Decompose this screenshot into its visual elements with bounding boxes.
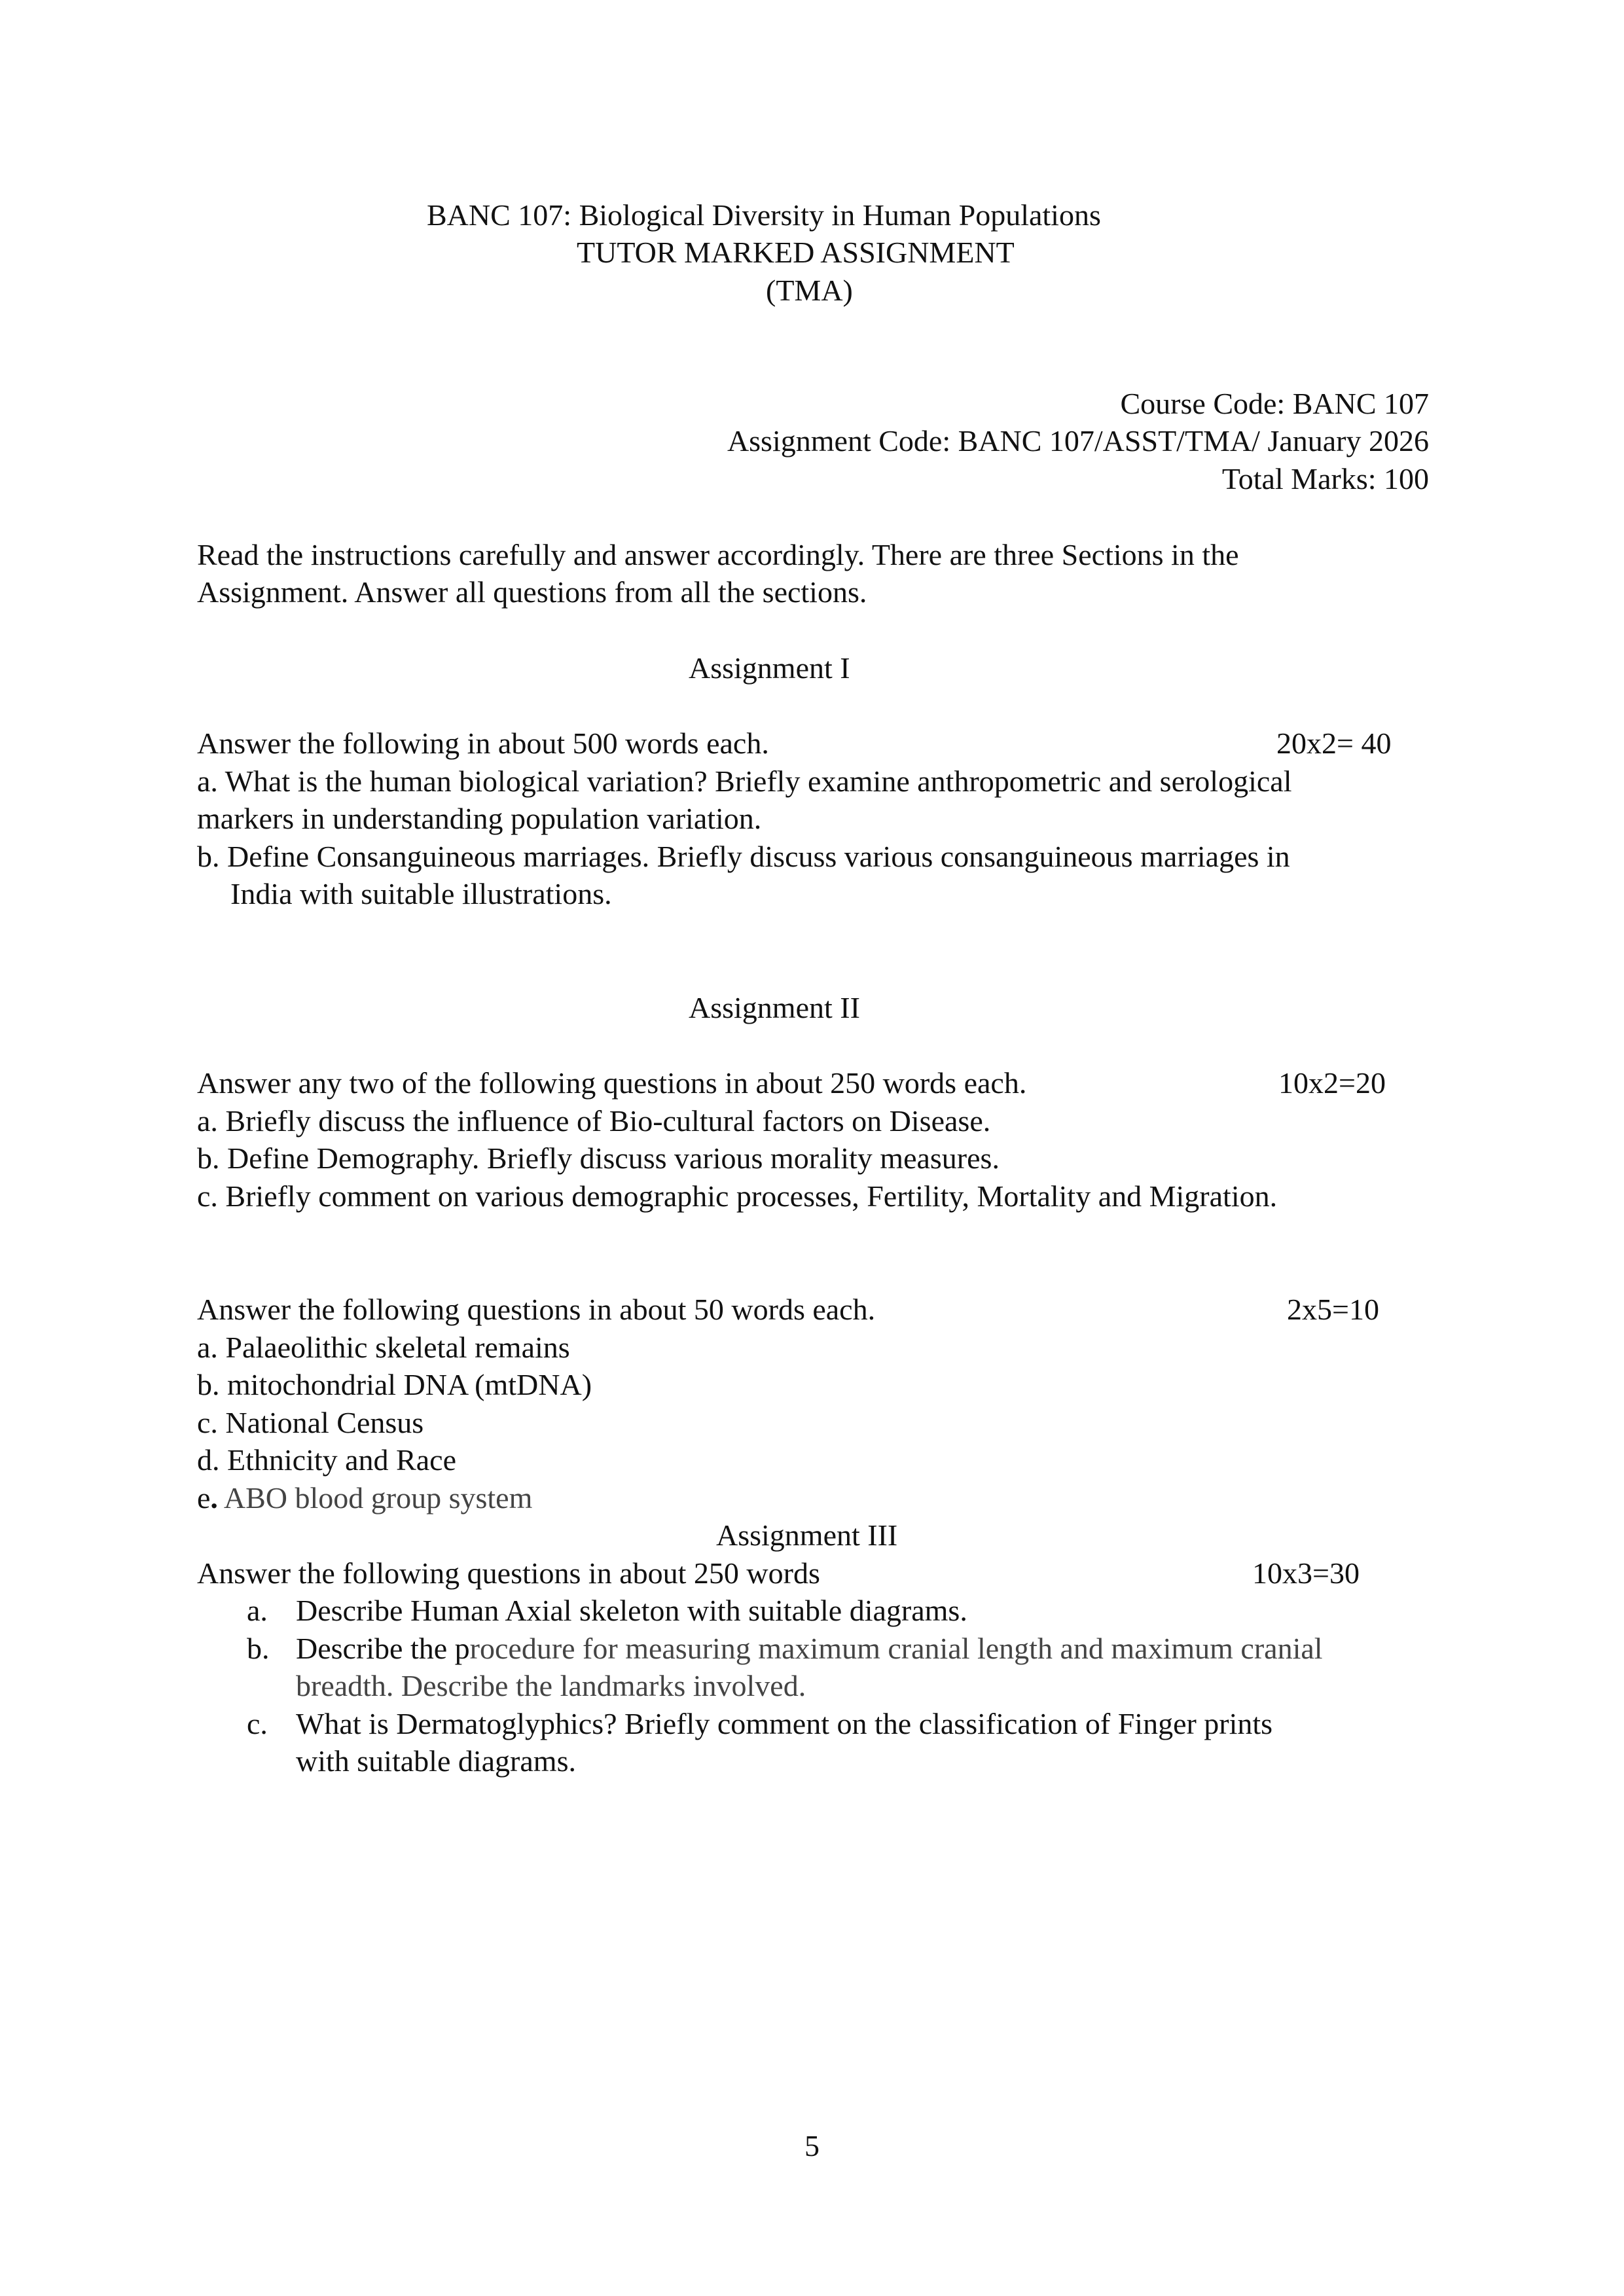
assignment-2-question-c: c. Briefly comment on various demographic processes, Fertility, Mortality and Migration. xyxy=(197,1179,1278,1213)
assignment-3-question-b-line-1-start: Describe the p xyxy=(296,1632,470,1665)
page-title: BANC 107: Biological Diversity in Human Populations xyxy=(427,198,1101,232)
short-answer-marks: 2x5=10 xyxy=(1287,1293,1379,1326)
short-answer-d: d. Ethnicity and Race xyxy=(197,1443,456,1477)
assignment-3-question-b-line-2: breadth. Describe the landmarks involved. xyxy=(296,1669,806,1702)
assignment-3-question-c-line-2: with suitable diagrams. xyxy=(296,1744,576,1778)
assignment-3-question-b-letter: b. xyxy=(247,1632,270,1665)
short-answer-e-letter: e xyxy=(197,1481,211,1515)
assignment-3-question-a-letter: a. xyxy=(247,1594,268,1627)
page-abbr: (TMA) xyxy=(766,274,853,307)
assignment-code: Assignment Code: BANC 107/ASST/TMA/ January 2026 xyxy=(727,424,1429,457)
assignment-1-question-b-line-2: India with suitable illustrations. xyxy=(230,877,612,910)
assignment-2-heading: Assignment II xyxy=(689,991,860,1024)
short-answer-prompt: Answer the following questions in about 50 words each. xyxy=(197,1293,876,1326)
instructions-line-2: Assignment. Answer all questions from all the sections. xyxy=(197,575,867,609)
assignment-3-question-c-letter: c. xyxy=(247,1707,268,1740)
assignment-1-heading: Assignment I xyxy=(689,651,850,685)
instructions-line-1: Read the instructions carefully and answer accordingly. There are three Sections in the xyxy=(197,538,1239,571)
page-number: 5 xyxy=(804,2129,820,2162)
assignment-3-question-c-line-1: What is Dermatoglyphics? Briefly comment on the classification of Finger prints xyxy=(296,1707,1273,1740)
assignment-2-question-a: a. Briefly discuss the influence of Bio-cultural factors on Disease. xyxy=(197,1104,991,1138)
short-answer-a: a. Palaeolithic skeletal remains xyxy=(197,1331,570,1364)
short-answer-c: c. National Census xyxy=(197,1406,424,1439)
assignment-3-heading: Assignment III xyxy=(716,1518,898,1552)
assignment-2-marks: 10x2=20 xyxy=(1278,1066,1386,1100)
total-marks: Total Marks: 100 xyxy=(1221,462,1429,495)
short-answer-e-text: ABO blood group system xyxy=(217,1481,533,1515)
assignment-3-marks: 10x3=30 xyxy=(1252,1556,1360,1590)
assignment-3-question-b-line-1 xyxy=(296,1630,1323,1667)
assignment-3-prompt: Answer the following questions in about 250 words xyxy=(197,1556,820,1590)
assignment-1-marks: 20x2= 40 xyxy=(1276,726,1392,760)
assignment-2-prompt: Answer any two of the following questions in about 250 words each. xyxy=(197,1066,1027,1100)
short-answer-e xyxy=(197,1479,532,1516)
assignment-1-question-a-line-2: markers in understanding population variation. xyxy=(197,802,762,835)
short-answer-b: b. mitochondrial DNA (mtDNA) xyxy=(197,1368,592,1401)
course-code: Course Code: BANC 107 xyxy=(1120,387,1429,420)
short-answer-e-dot: . xyxy=(210,1481,218,1515)
assignment-1-question-a-line-1: a. What is the human biological variation? Briefly examine anthropometric and serological xyxy=(197,764,1292,798)
assignment-2-question-b: b. Define Demography. Briefly discuss various morality measures. xyxy=(197,1141,1000,1175)
assignment-3-question-b-line-1-rest: rocedure for measuring maximum cranial length and maximum cranial xyxy=(469,1632,1323,1665)
assignment-1-question-b-line-1: b. Define Consanguineous marriages. Briefly discuss various consanguineous marriages in xyxy=(197,840,1290,873)
assignment-3-question-a: Describe Human Axial skeleton with suitable diagrams. xyxy=(296,1594,967,1627)
assignment-1-prompt: Answer the following in about 500 words each. xyxy=(197,726,769,760)
page-subtitle: TUTOR MARKED ASSIGNMENT xyxy=(577,236,1015,269)
